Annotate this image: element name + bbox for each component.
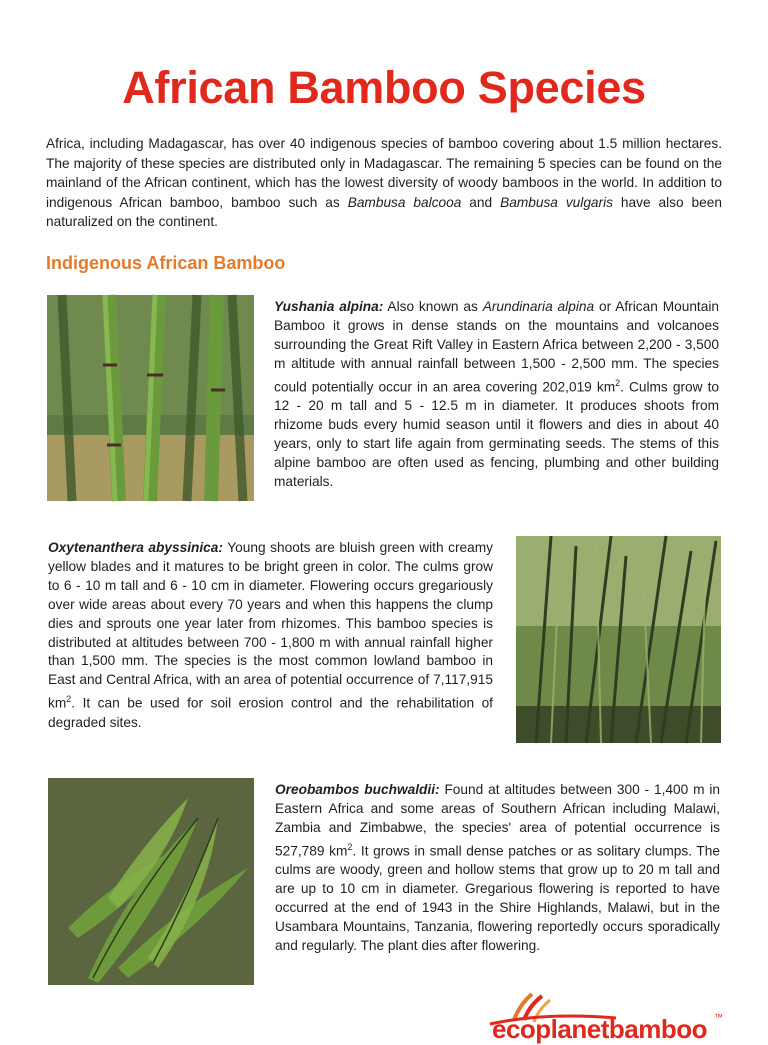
oreobambos-buchwaldii-photo (48, 778, 254, 985)
species-name: Oxytenanthera abyssinica: (48, 540, 223, 555)
species-text-a: or African Mountain Bamboo it grows in dense stands on the mountains and volcanoes surrounding the Great Rift Valley in Eastern Africa between 2,200 - 3,500 m altitude with annual rainfall between 1,500 - 2,500 mm. The species could potentially occur in an area covering 202,019 km (274, 299, 720, 395)
intro-text-2: and (461, 194, 501, 210)
species-alt-name: Arundinaria alpina (482, 299, 595, 314)
logo-trademark: ™ (714, 1012, 723, 1022)
intro-text-1: Africa, including Madagascar, has over 40 indigenous species of bamboo covering about 1.5 million hectares. The majority of these species are distributed only in Madagascar. The remaining 5 species can be found on the mainland of the African continent, which has the lowest diversity of woody bamboos in the world. In addition to indigenous African bamboo, bamboo such as (46, 136, 722, 210)
species-text-b: . It can be used for soil erosion control and the rehabilitation of degraded sites. (48, 695, 493, 730)
species-text-a: Found at altitudes between 300 - 1,400 m in Eastern Africa and some areas of Southern African including Malawi, Zambia and Zimbabwe, the species' area of potential occurrence is 527,789 km (275, 782, 720, 859)
species-text-b: . Culms grow to 12 - 20 m tall and 5 - 12.5 m in diameter. It produces shoots from rhizome buds every humid season until it flowers and dies in about 40 years, only to start life again from germinating seeds. The stems of this alpine bamboo are often used as fencing, plumbing and other building materials. (274, 379, 719, 489)
species-yushania-alpina (274, 298, 719, 492)
intro-species-bambusa-balcooa: Bambusa balcooa (347, 194, 462, 210)
intro-paragraph (46, 134, 722, 232)
species-name: Yushania alpina: (274, 299, 384, 314)
intro-species-bambusa-vulgaris: Bambusa vulgaris (500, 194, 613, 210)
species-text-b: . It grows in small dense patches or as solitary clumps. The culms are woody, green and hollow stems that grow up to 20 m tall and are up to 10 cm in diameter. Gregarious flowering is reported to have occurred at the end of 1943 in the Shire Highlands, Malawi, but in the Usambara Mountains, Tanzania, flowering reportedly occurs sporadically and regularly. The plant dies after flowering. (275, 843, 721, 953)
logo-text: ecoplanetbamboo (492, 1014, 707, 1044)
intro-text-3: have also been naturalized on the continent. (46, 194, 723, 230)
species-oxytenanthera-abyssinica (48, 539, 493, 733)
species-oreobambos-buchwaldii (275, 781, 720, 956)
species-text-a: Young shoots are bluish green with creamy yellow blades and it matures to be bright green in color. The culms grow to 6 - 10 m tall and 6 - 10 cm in diameter. Flowering occurs gregariously over wide areas about every 70 years and when this happens the clump dies and sprouts one year later from rhizomes. This bamboo species is distributed at altitudes between 700 - 1,800 m with annual rainfall higher than 1,500 mm. The species is the most common lowland bamboo in East and Central Africa, with an area of potential occurrence of 7,117,915 km (48, 540, 493, 711)
species-name: Oreobambos buchwaldii: (275, 782, 440, 797)
species-text-pre: Also known as (383, 299, 483, 314)
superscript-2: 2 (66, 694, 72, 705)
section-heading: Indigenous African Bamboo (46, 253, 286, 273)
ecoplanetbamboo-logo (486, 990, 768, 1044)
page-title: African Bamboo Species (122, 62, 646, 113)
yushania-alpina-photo (47, 295, 254, 501)
superscript-2: 2 (347, 841, 353, 852)
superscript-2: 2 (615, 377, 621, 388)
oxytenanthera-abyssinica-photo (516, 536, 721, 743)
